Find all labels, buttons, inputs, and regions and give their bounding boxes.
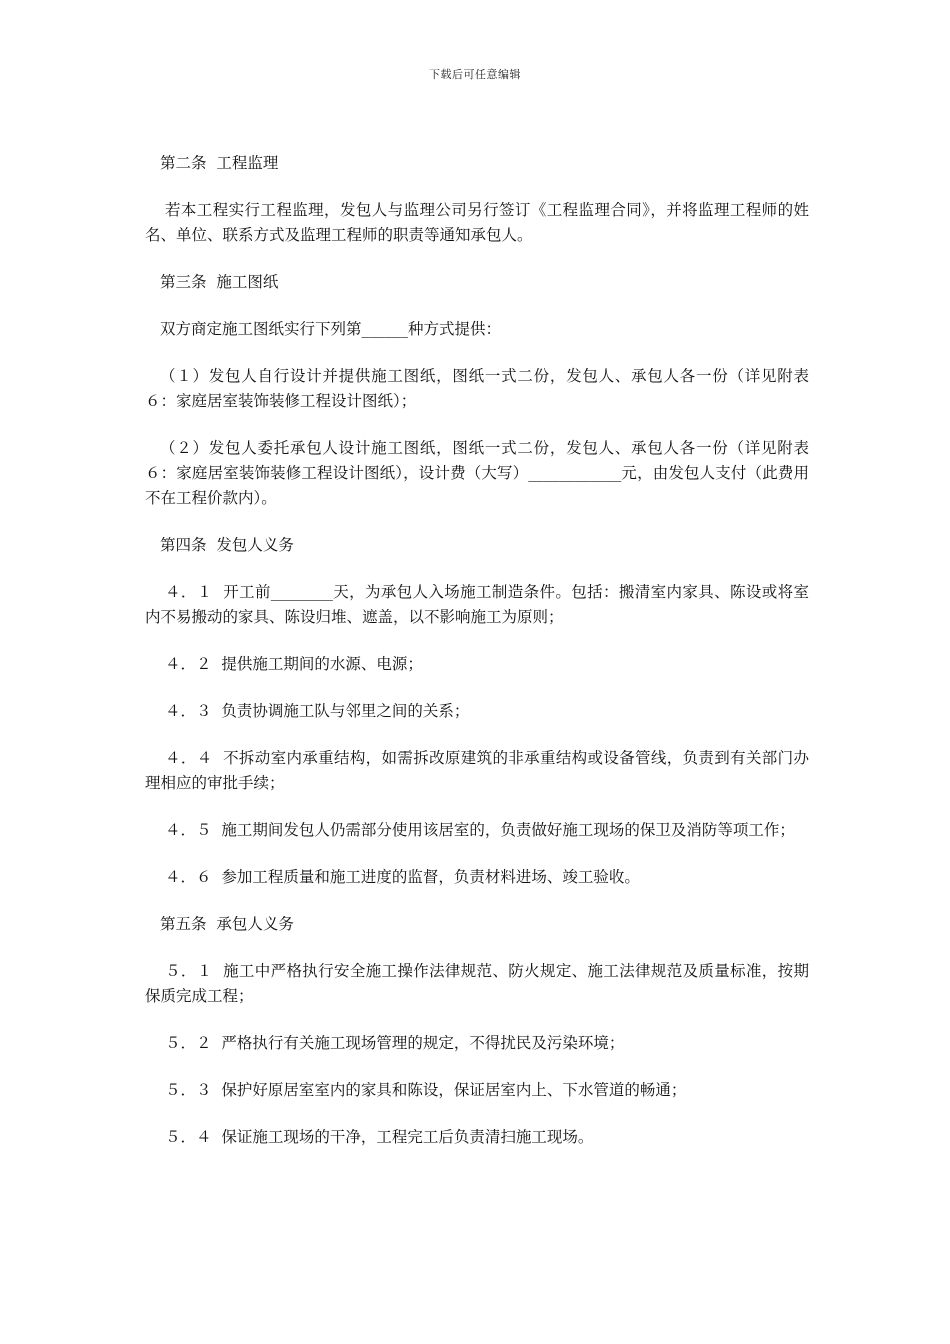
clause-4-5: ４．５ 施工期间发包人仍需部分使用该居室的，负责做好施工现场的保卫及消防等项工作； [165, 821, 795, 839]
clause-4-2: ４．２ 提供施工期间的水源、电源； [165, 655, 423, 673]
article-3-option-2: （２）发包人委托承包人设计施工图纸，图纸一式二份，发包人、承包人各一份（详见附表６：家庭居室装饰装修工程设计图纸），设计费（大写）____________元，由发包人支付（此费用不在工程价款内）。 [145, 439, 809, 507]
article-2-title: 第二条 工程监理 [160, 154, 279, 172]
clause-5-4: ５．４ 保证施工现场的干净，工程完工后负责清扫施工现场。 [165, 1128, 594, 1146]
clause-5-1: ５．１ 施工中严格执行安全施工操作法律规范、防火规定、施工法律规范及质量标准，按期保质完成工程； [145, 962, 809, 1005]
article-3-title: 第三条 施工图纸 [160, 273, 279, 291]
article-3-intro: 双方商定施工图纸实行下列第______种方式提供： [160, 320, 502, 338]
document-body [145, 151, 809, 1150]
clause-4-4: ４．４ 不拆动室内承重结构，如需拆改原建筑的非承重结构或设备管线，负责到有关部门办理相应的审批手续； [145, 749, 809, 792]
clause-5-2: ５．２ 严格执行有关施工现场管理的规定，不得扰民及污染环境； [165, 1034, 625, 1052]
page-header: 下载后可任意编辑 [429, 68, 521, 81]
article-4-title: 第四条 发包人义务 [160, 536, 294, 554]
clause-4-6: ４．６ 参加工程质量和施工进度的监督，负责材料进场、竣工验收。 [165, 868, 640, 886]
clause-5-3: ５．３ 保护好原居室室内的家具和陈设，保证居室内上、下水管道的畅通； [165, 1081, 687, 1099]
clause-4-1: ４．１ 开工前________天，为承包人入场施工制造条件。包括：搬清室内家具、陈设或将室内不易搬动的家具、陈设归堆、遮盖，以不影响施工为原则； [145, 583, 809, 626]
clause-4-3: ４．３ 负责协调施工队与邻里之间的关系； [165, 702, 470, 720]
article-5-title: 第五条 承包人义务 [160, 915, 294, 933]
article-3-option-1: （１）发包人自行设计并提供施工图纸，图纸一式二份，发包人、承包人各一份（详见附表６：家庭居室装饰装修工程设计图纸）； [145, 367, 809, 410]
article-2-body: 若本工程实行工程监理，发包人与监理公司另行签订《工程监理合同》，并将监理工程师的姓名、单位、联系方式及监理工程师的职责等通知承包人。 [145, 201, 809, 244]
